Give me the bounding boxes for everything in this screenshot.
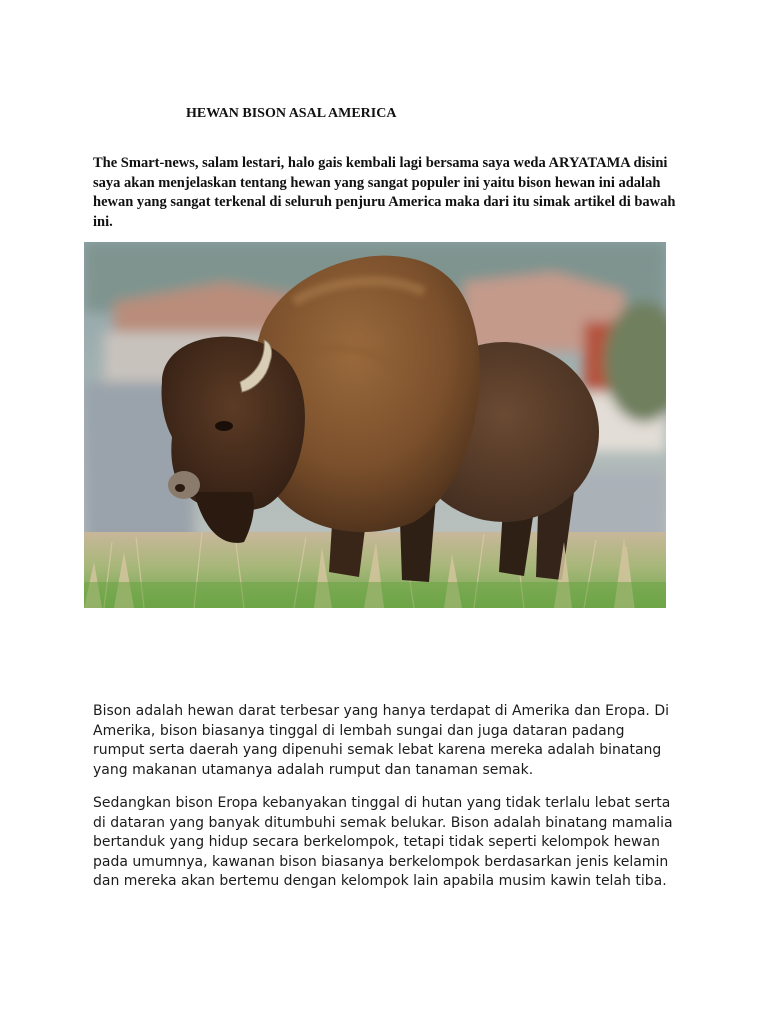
bison-illustration — [84, 242, 666, 608]
intro-paragraph: The Smart-news, salam lestari, halo gais kembali lagi bersama saya weda ARYATAMA disini saya akan menjelaskan tentang hewan yang sangat populer ini yaitu bison hewan ini adalah hewan yang sangat terkenal di seluruh penjuru America maka dari itu simak artikel di bawah ini. — [93, 155, 676, 230]
document-title: HEWAN BISON ASAL AMERICA — [186, 106, 397, 121]
body-paragraph-2: Sedangkan bison Eropa kebanyakan tinggal di hutan yang tidak terlalu lebat serta di dataran yang banyak ditumbuhi semak belukar. Bison adalah binatang mamalia bertanduk yang hidup secara berkelompok, tetapi tidak seperti kelompok hewan pada umumnya, kawanan bison biasanya berkelompok berdasarkan jenis kelamin dan mereka akan bertemu dengan kelompok lain apabila musim kawin telah tiba. — [93, 795, 673, 889]
body-paragraph-1: Bison adalah hewan darat terbesar yang hanya terdapat di Amerika dan Eropa. Di Amerika, bison biasanya tinggal di lembah sungai dan juga dataran padang rumput serta daerah yang dipenuhi semak lebat karena mereka adalah binatang yang makanan utamanya adalah rumput dan tanaman semak. — [93, 703, 670, 778]
bison-photo — [84, 242, 666, 608]
